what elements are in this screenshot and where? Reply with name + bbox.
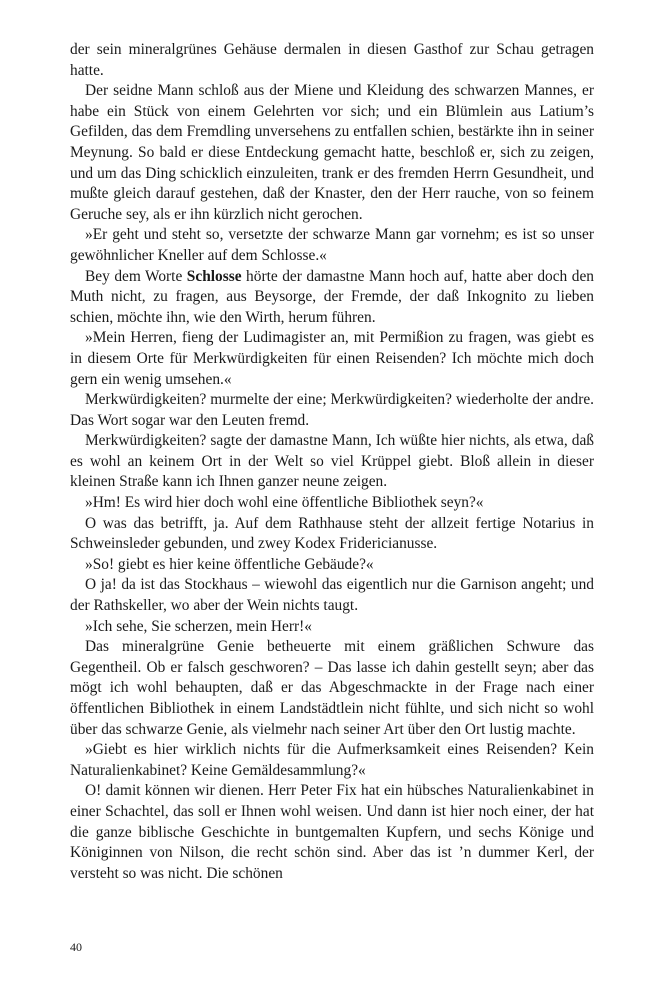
paragraph	[70, 493, 594, 514]
paragraph-text: »Mein Herren, fieng der Ludimagister an, mit Permißion zu fragen, was giebt es in diesem Orte für Merkwürdigkeiten für einen Reisenden? Ich möchte mich doch gern ein wenig umsehen.«	[70, 329, 594, 388]
paragraph-text: der sein mineralgrünes Gehäuse dermalen in diesen Gasthof zur Schau getragen hatte.	[70, 41, 594, 79]
paragraph-text: »Giebt es hier wirklich nichts für die Aufmerksamkeit eines Reisenden? Kein Naturalienkabinet? Keine Gemäldesammlung?«	[70, 741, 594, 779]
paragraph-text: O! damit können wir dienen. Herr Peter Fix hat ein hübsches Naturalienkabinet in einer Schachtel, das soll er Ihnen wohl weisen. Und dann ist hier noch einer, der hat die ganze biblische Geschichte in buntgemalten Kupfern, und sechs Könige und Königinnen von Nilson, die recht schön sind. Aber das ist ’n dummer Kerl, der versteht so was nicht. Die schönen	[70, 782, 594, 882]
paragraph	[70, 637, 594, 740]
paragraph	[70, 781, 594, 884]
paragraph-text: O ja! da ist das Stockhaus – wiewohl das eigentlich nur die Garnison angeht; und der Rathskeller, wo aber der Wein nichts taugt.	[70, 576, 594, 615]
paragraph-text: »So! giebt es hier keine öffentliche Gebäude?«	[85, 555, 374, 573]
paragraph	[70, 328, 594, 390]
paragraph	[70, 617, 594, 638]
page-number: 40	[70, 940, 82, 954]
paragraph	[70, 81, 594, 225]
paragraph-text: »Ich sehe, Sie scherzen, mein Herr!«	[85, 617, 312, 635]
paragraph-text: »Er geht und steht so, versetzte der schwarze Mann gar vornehm; es ist so unser gewöhnlicher Kneller auf dem Schlosse.«	[70, 226, 594, 264]
paragraph-text: Merkwürdigkeiten? sagte der damastne Mann, Ich wüßte hier nichts, als etwa, daß es wohl an keinem Ort in der Welt so viel Krüppel giebt. Bloß allein in dieser kleinen Straße kann ich Ihnen ganzer neune zeigen.	[70, 432, 594, 491]
paragraph	[70, 555, 594, 576]
paragraph-text: »Hm! Es wird hier doch wohl eine öffentliche Bibliothek seyn?«	[85, 494, 484, 512]
paragraph	[70, 390, 594, 431]
paragraph	[70, 40, 594, 81]
paragraph-text: hörte der damastne Mann hoch auf, hatte aber doch den Muth nicht, zu fragen, aus Beysorge, der Fremde, der daß Inkognito zu lieben schien, möchte ihn, wie den Wirth, herum führen.	[70, 267, 594, 326]
paragraph-text: Der seidne Mann schloß aus der Miene und Kleidung des schwarzen Mannes, er habe ein Stück von einem Gelehrten vor sich; und ein Blümlein aus Latium’s Gefilden, das dem Fremdling unversehens zu entfallen schien, bestärkte ihn in seiner Meynung. So bald er diese Entdeckung gemacht hatte, beschloß er, sich zu zeigen, und um das Ding schicklich einzuleiten, trank er des fremden Herrn Gesundheit, und mußte gleich darauf gestehen, daß der Knaster, den der Herr rauche, von so feinem Geruche sey, als er ihn kürzlich nicht gerochen.	[70, 82, 594, 223]
paragraph-text: Das mineralgrüne Genie betheuerte mit einem gräßlichen Schwure das Gegentheil. Ob er falsch geschworen? – Das lasse ich dahin gestellt seyn; aber das mögt ich wohl behaupten, daß er das Abgeschmackte in der Frage nach einer öffentlichen Bibliothek in einem Landstädtlein nicht fühlte, und sich nicht so wohl über das schwarze Genie, als vielmehr nach seiner Art über den Ort lustig machte.	[70, 638, 594, 738]
bold-word: Schlosse	[186, 267, 242, 285]
paragraph-text: Bey dem Worte	[85, 267, 187, 285]
paragraph	[70, 267, 594, 329]
paragraph	[70, 514, 594, 555]
paragraph	[70, 740, 594, 781]
paragraph-text: O was das betrifft, ja. Auf dem Rathhause steht der allzeit fertige Notarius in Schweinsleder gebunden, und zwey Kodex Fridericianusse.	[70, 514, 594, 553]
paragraph	[70, 431, 594, 493]
page-text-block	[70, 40, 594, 884]
paragraph-text: Merkwürdigkeiten? murmelte der eine; Merkwürdigkeiten? wiederholte der andre. Das Wort sogar war den Leuten fremd.	[70, 391, 594, 429]
paragraph	[70, 575, 594, 616]
paragraph	[70, 225, 594, 266]
